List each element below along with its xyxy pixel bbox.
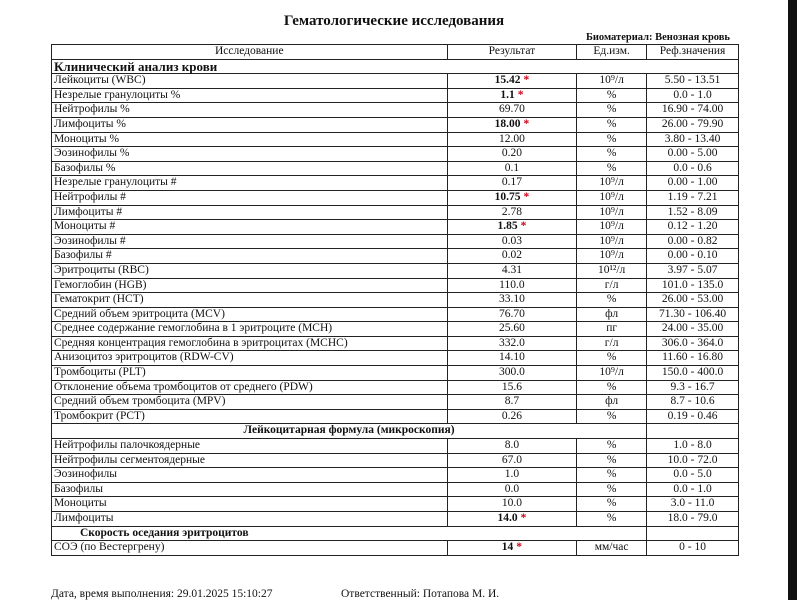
unit-cell: % xyxy=(577,293,647,308)
table-row xyxy=(52,190,739,205)
result-cell xyxy=(447,453,577,468)
reference-range-cell: 3.80 - 13.40 xyxy=(647,132,739,147)
test-name: Тромбоциты (PLT) xyxy=(52,366,448,381)
test-name: Нейтрофилы сегментоядерные xyxy=(52,453,448,468)
test-name: Базофилы # xyxy=(52,249,448,264)
section-title: Лейкоцитарная формула (микроскопия) xyxy=(52,424,647,439)
result-cell xyxy=(447,234,577,249)
result-cell xyxy=(447,351,577,366)
result-value: 14.10 xyxy=(498,351,525,364)
out-of-range-marker: * xyxy=(523,117,530,130)
section-header-row xyxy=(52,59,739,74)
section-title: Скорость оседания эритроцитов xyxy=(52,526,647,541)
result-cell xyxy=(447,161,577,176)
result-value: 10.75 xyxy=(494,190,521,203)
result-value: 8.7 xyxy=(504,395,520,408)
unit-cell: 10⁹/л xyxy=(577,220,647,235)
test-name: Незрелые гранулоциты % xyxy=(52,88,448,103)
reference-range-cell: 150.0 - 400.0 xyxy=(647,366,739,381)
reference-range-cell: 101.0 - 135.0 xyxy=(647,278,739,293)
unit-cell: 10⁹/л xyxy=(577,366,647,381)
test-name: Средняя концентрация гемоглобина в эритроцитах (MCHC) xyxy=(52,336,448,351)
responsible-person: Ответственный: Потапова М. И. xyxy=(341,588,500,600)
results-table-body xyxy=(52,59,739,555)
result-value: 332.0 xyxy=(498,336,525,349)
reference-range-cell: 0.00 - 0.10 xyxy=(647,249,739,264)
test-name: Лейкоциты (WBC) xyxy=(52,74,448,89)
result-value: 14.0 xyxy=(497,512,518,524)
reference-range-cell: 3.97 - 5.07 xyxy=(647,263,739,278)
result-value: 0.17 xyxy=(501,176,522,189)
out-of-range-marker: * xyxy=(520,512,527,524)
footer xyxy=(51,588,500,600)
result-value: 0.26 xyxy=(501,409,522,422)
page-title: Гематологические исследования xyxy=(283,13,505,29)
result-value: 14 xyxy=(501,541,514,554)
result-cell xyxy=(447,278,577,293)
result-value: 10.0 xyxy=(501,497,522,510)
table-row xyxy=(52,117,739,132)
result-cell xyxy=(447,468,577,483)
reference-range-cell: 1.19 - 7.21 xyxy=(647,190,739,205)
result-cell xyxy=(447,263,577,278)
result-value: 76.70 xyxy=(498,307,525,320)
table-row xyxy=(52,541,739,556)
result-cell xyxy=(447,176,577,191)
test-name: Базофилы xyxy=(52,482,448,497)
section-header-row xyxy=(52,424,739,439)
reference-range-cell: 306.0 - 364.0 xyxy=(647,336,739,351)
unit-cell: % xyxy=(577,409,647,424)
out-of-range-marker: * xyxy=(523,74,530,87)
result-cell xyxy=(447,293,577,308)
test-name: Моноциты % xyxy=(52,132,448,147)
result-cell xyxy=(447,512,577,527)
table-row xyxy=(52,263,739,278)
unit-cell: 10⁹/л xyxy=(577,249,647,264)
test-name: Гемоглобин (HGB) xyxy=(52,278,448,293)
table-row xyxy=(52,366,739,381)
result-cell xyxy=(447,220,577,235)
unit-cell: 10⁹/л xyxy=(577,234,647,249)
unit-cell: % xyxy=(577,482,647,497)
result-cell xyxy=(447,307,577,322)
reference-range-cell: 0.0 - 1.0 xyxy=(647,88,739,103)
unit-cell: % xyxy=(577,88,647,103)
test-name: СОЭ (по Вестергрену) xyxy=(52,541,448,556)
reference-range-cell: 9.3 - 16.7 xyxy=(647,380,739,395)
table-row xyxy=(52,336,739,351)
test-name: Эозинофилы xyxy=(52,468,448,483)
table-row xyxy=(52,482,739,497)
result-value: 110.0 xyxy=(499,278,525,291)
unit-cell: % xyxy=(577,117,647,132)
section-header-row xyxy=(52,526,739,541)
test-name: Эозинофилы # xyxy=(52,234,448,249)
table-row xyxy=(52,322,739,337)
unit-cell: 10⁹/л xyxy=(577,74,647,89)
table-row xyxy=(52,512,739,527)
result-cell xyxy=(447,103,577,118)
result-cell xyxy=(447,541,577,556)
table-row xyxy=(52,74,739,89)
unit-cell: % xyxy=(577,439,647,454)
column-header-test: Исследование xyxy=(52,45,448,60)
table-row xyxy=(52,468,739,483)
execution-datetime: Дата, время выполнения: 29.01.2025 15:10:27 xyxy=(51,588,273,600)
reference-range-cell: 1.52 - 8.09 xyxy=(647,205,739,220)
result-value: 2.78 xyxy=(501,205,522,218)
reference-range-cell: 0.0 - 0.6 xyxy=(647,161,739,176)
unit-cell: % xyxy=(577,103,647,118)
table-row xyxy=(52,380,739,395)
reference-range-cell: 1.0 - 8.0 xyxy=(647,439,739,454)
table-row xyxy=(52,351,739,366)
test-name: Моноциты xyxy=(52,497,448,512)
reference-range-cell: 16.90 - 74.00 xyxy=(647,103,739,118)
test-name: Анизоцитоз эритроцитов (RDW-CV) xyxy=(52,351,448,366)
test-name: Лимфоциты # xyxy=(52,205,448,220)
table-row xyxy=(52,395,739,410)
reference-range-cell: 0.19 - 0.46 xyxy=(647,409,739,424)
result-value: 1.85 xyxy=(497,220,518,233)
test-name: Нейтрофилы палочкоядерные xyxy=(52,439,448,454)
result-value: 18.00 xyxy=(494,117,521,130)
result-cell xyxy=(447,132,577,147)
result-value: 4.31 xyxy=(501,263,522,276)
biomaterial-label: Биоматериал: Венозная кровь xyxy=(585,32,730,43)
test-name: Лимфоциты % xyxy=(52,117,448,132)
reference-range-cell: 26.00 - 79.90 xyxy=(647,117,739,132)
out-of-range-marker: * xyxy=(516,541,522,554)
reference-range-cell: 8.7 - 10.6 xyxy=(647,395,739,410)
unit-cell: пг xyxy=(577,322,647,337)
section-title-empty-cell xyxy=(647,526,739,541)
test-name: Базофилы % xyxy=(52,161,448,176)
table-row xyxy=(52,88,739,103)
test-name: Нейтрофилы % xyxy=(52,103,448,118)
test-name: Средний объем эритроцита (MCV) xyxy=(52,307,448,322)
result-value: 8.0 xyxy=(504,439,520,452)
result-value: 0.1 xyxy=(504,161,520,174)
result-value: 0.02 xyxy=(501,249,522,262)
reference-range-cell: 0.00 - 0.82 xyxy=(647,234,739,249)
test-name: Среднее содержание гемоглобина в 1 эритроците (MCH) xyxy=(52,322,448,337)
table-row xyxy=(52,147,739,162)
column-header-unit: Ед.изм. xyxy=(577,45,647,60)
column-header-reference: Реф.значения xyxy=(647,45,739,60)
unit-cell: фл xyxy=(577,395,647,410)
result-value: 1.0 xyxy=(504,468,520,481)
column-header-result: Результат xyxy=(447,45,577,60)
result-cell xyxy=(447,439,577,454)
result-value: 15.6 xyxy=(501,380,522,393)
result-value: 67.0 xyxy=(501,453,522,466)
table-row xyxy=(52,103,739,118)
result-cell xyxy=(447,74,577,89)
reference-range-cell: 0.0 - 1.0 xyxy=(647,482,739,497)
unit-cell: % xyxy=(577,468,647,483)
test-name: Средний объем тромбоцита (MPV) xyxy=(52,395,448,410)
unit-cell: % xyxy=(577,161,647,176)
test-name: Моноциты # xyxy=(52,220,448,235)
table-row xyxy=(52,205,739,220)
result-cell xyxy=(447,205,577,220)
unit-cell: 10⁹/л xyxy=(577,176,647,191)
table-row xyxy=(52,161,739,176)
test-name: Эритроциты (RBC) xyxy=(52,263,448,278)
unit-cell: г/л xyxy=(577,278,647,293)
section-title: Клинический анализ крови xyxy=(52,59,739,74)
result-cell xyxy=(447,380,577,395)
result-cell xyxy=(447,190,577,205)
table-row xyxy=(52,497,739,512)
reference-range-cell: 11.60 - 16.80 xyxy=(647,351,739,366)
result-value: 12.00 xyxy=(498,132,525,145)
reference-range-cell: 24.00 - 35.00 xyxy=(647,322,739,337)
results-table xyxy=(51,44,739,556)
result-value: 33.10 xyxy=(498,293,525,306)
out-of-range-marker: * xyxy=(523,190,530,203)
table-row xyxy=(52,220,739,235)
table-row xyxy=(52,439,739,454)
unit-cell: % xyxy=(577,453,647,468)
unit-cell: % xyxy=(577,351,647,366)
reference-range-cell: 3.0 - 11.0 xyxy=(647,497,739,512)
result-cell xyxy=(447,336,577,351)
test-name: Эозинофилы % xyxy=(52,147,448,162)
reference-range-cell: 0.0 - 5.0 xyxy=(647,468,739,483)
reference-range-cell: 5.50 - 13.51 xyxy=(647,74,739,89)
result-cell xyxy=(447,322,577,337)
table-header-row xyxy=(52,45,739,60)
unit-cell: % xyxy=(577,512,647,527)
out-of-range-marker: * xyxy=(517,88,524,101)
result-value: 15.42 xyxy=(494,74,521,87)
test-name: Нейтрофилы # xyxy=(52,190,448,205)
result-cell xyxy=(447,482,577,497)
result-value: 0.0 xyxy=(504,482,520,495)
unit-cell: 10⁹/л xyxy=(577,190,647,205)
test-name: Гематокрит (HCT) xyxy=(52,293,448,308)
unit-cell: фл xyxy=(577,307,647,322)
reference-range-cell: 0.12 - 1.20 xyxy=(647,220,739,235)
result-cell xyxy=(447,409,577,424)
test-name: Лимфоциты xyxy=(52,512,448,527)
unit-cell: 10¹²/л xyxy=(577,263,647,278)
result-cell xyxy=(447,117,577,132)
result-cell xyxy=(447,147,577,162)
result-value: 0.20 xyxy=(501,147,522,160)
unit-cell: % xyxy=(577,132,647,147)
table-row xyxy=(52,234,739,249)
table-row xyxy=(52,132,739,147)
unit-cell: г/л xyxy=(577,336,647,351)
result-cell xyxy=(447,395,577,410)
table-row xyxy=(52,409,739,424)
test-name: Незрелые гранулоциты # xyxy=(52,176,448,191)
table-row xyxy=(52,293,739,308)
result-value: 0.03 xyxy=(501,234,522,247)
result-cell xyxy=(447,497,577,512)
unit-cell: 10⁹/л xyxy=(577,205,647,220)
result-value: 25.60 xyxy=(498,322,525,335)
test-name: Отклонение объема тромбоцитов от среднего (PDW) xyxy=(52,380,448,395)
unit-cell: % xyxy=(577,497,647,512)
table-row xyxy=(52,249,739,264)
result-cell xyxy=(447,249,577,264)
table-row xyxy=(52,176,739,191)
reference-range-cell: 0 - 10 xyxy=(647,541,739,556)
test-name: Тромбокрит (PCT) xyxy=(52,409,448,424)
result-value: 69.70 xyxy=(498,103,525,116)
reference-range-cell: 18.0 - 79.0 xyxy=(647,512,739,527)
reference-range-cell: 10.0 - 72.0 xyxy=(647,453,739,468)
reference-range-cell: 0.00 - 1.00 xyxy=(647,176,739,191)
table-row xyxy=(52,278,739,293)
result-cell xyxy=(447,366,577,381)
result-value: 300.0 xyxy=(498,366,525,379)
reference-range-cell: 0.00 - 5.00 xyxy=(647,147,739,162)
unit-cell: % xyxy=(577,147,647,162)
reference-range-cell: 71.30 - 106.40 xyxy=(647,307,739,322)
section-title-empty-cell xyxy=(647,424,739,439)
table-row xyxy=(52,453,739,468)
out-of-range-marker: * xyxy=(520,220,527,233)
result-cell xyxy=(447,88,577,103)
reference-range-cell: 26.00 - 53.00 xyxy=(647,293,739,308)
unit-cell: % xyxy=(577,380,647,395)
unit-cell: мм/час xyxy=(577,541,647,556)
result-value: 1.1 xyxy=(500,88,515,101)
table-row xyxy=(52,307,739,322)
